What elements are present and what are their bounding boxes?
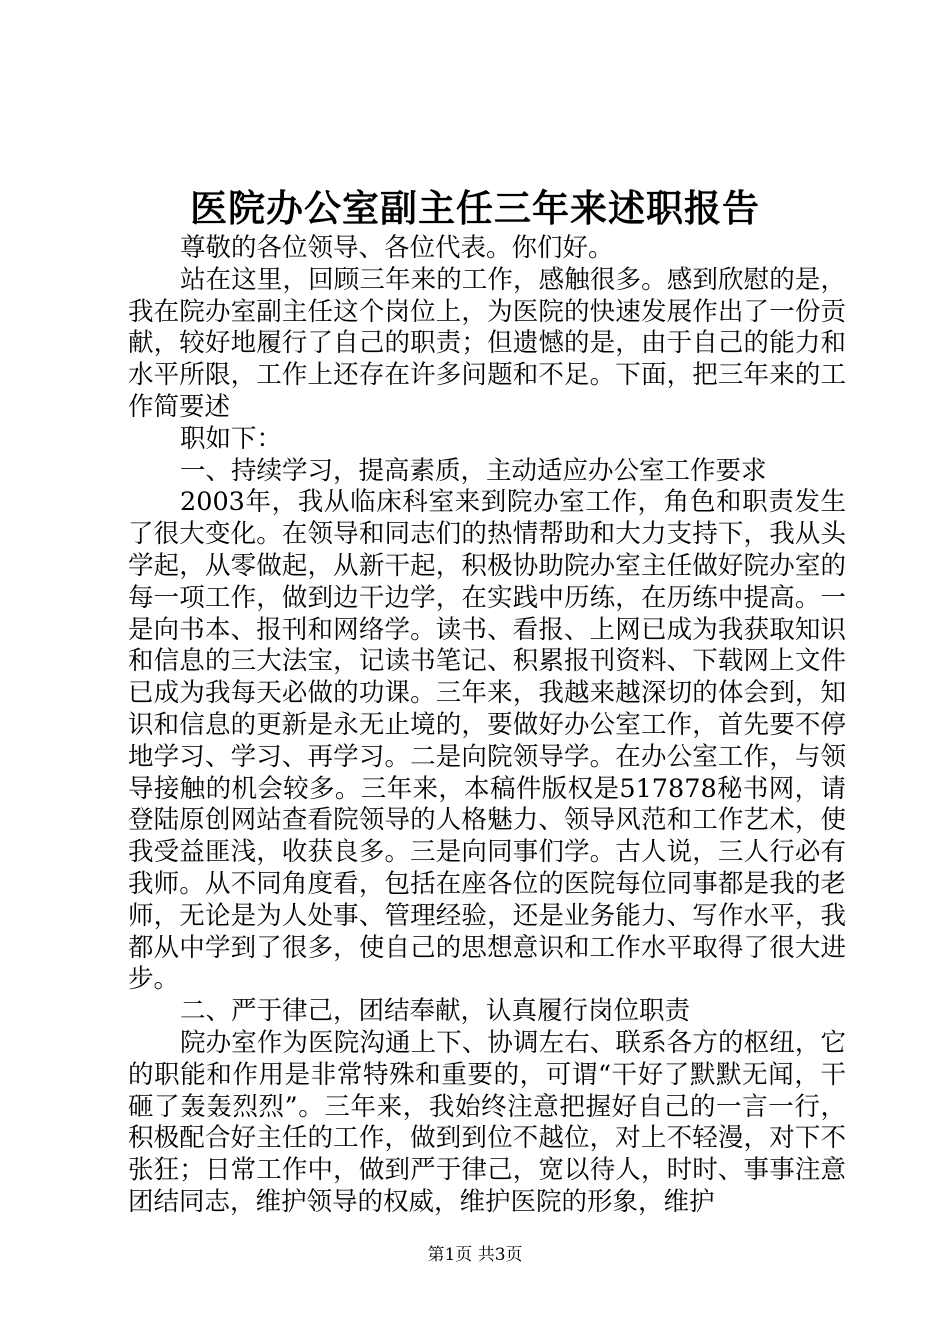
document-body <box>128 233 846 1219</box>
intro-continuation-paragraph: 职如下： <box>180 423 283 454</box>
document-title: 医院办公室副主任三年来述职报告 <box>190 186 760 230</box>
greeting-paragraph: 尊敬的各位领导、各位代表。你们好。 <box>180 233 614 263</box>
section-heading-1: 一、持续学习，提高素质，主动适应办公室工作要求 <box>180 455 767 486</box>
intro-paragraph: 站在这里，回顾三年来的工作，感触很多。感到欣慰的是，我在院办室副主任这个岗位上，为医院的快速发展作出了一份贡献，较好地履行了自己的职责；但遗憾的是，由于自己的能力和水平所限，工作上还存在许多问题和不足。下面，把三年来的工作简要述 <box>128 264 846 422</box>
section-2-paragraph: 院办室作为医院沟通上下、协调左右、联系各方的枢纽，它的职能和作用是非常特殊和重要的，可谓“干好了默默无闻，干砸了轰轰烈烈”。三年来，我始终注意把握好自己的一言一行，积极配合好主任的工作，做到到位不越位，对上不轻漫，对下不张狂；日常工作中，做到严于律己，宽以待人，时时、事事注意团结同志，维护领导的权威，维护医院的形象，维护 <box>128 1027 846 1217</box>
section-1-paragraph: 2003年，我从临床科室来到院办室工作，角色和职责发生了很大变化。在领导和同志们的热情帮助和大力支持下，我从头学起，从零做起，从新干起，积极协助院办室主任做好院办室的每一项工作，做到边干边学，在实践中历练，在历练中提高。一是向书本、报刊和网络学。读书、看报、上网已成为我获取知识和信息的三大法宝，记读书笔记、积累报刊资料、下载网上文件已成为我每天必做的功课。三年来，我越来越深切的体会到，知识和信息的更新是永无止境的，要做好办公室工作，首先要不停地学习、学习、再学习。二是向院领导学。在办公室工作，与领导接触的机会较多。三年来，本稿件版权是517878秘书网，请登陆原创网站查看院领导的人格魅力、领导风范和工作艺术，使我受益匪浅，收获良多。三是向同事们学。古人说，三人行必有我师。从不同角度看，包括在座各位的医院每位同事都是我的老师，无论是为人处事、管理经验，还是业务能力、写作水平，我都从中学到了很多，使自己的思想意识和工作水平取得了很大进步。 <box>128 487 846 995</box>
page-number-footer: 第1页 共3页 <box>427 1245 523 1265</box>
section-heading-2: 二、严于律己，团结奉献，认真履行岗位职责 <box>180 996 691 1027</box>
